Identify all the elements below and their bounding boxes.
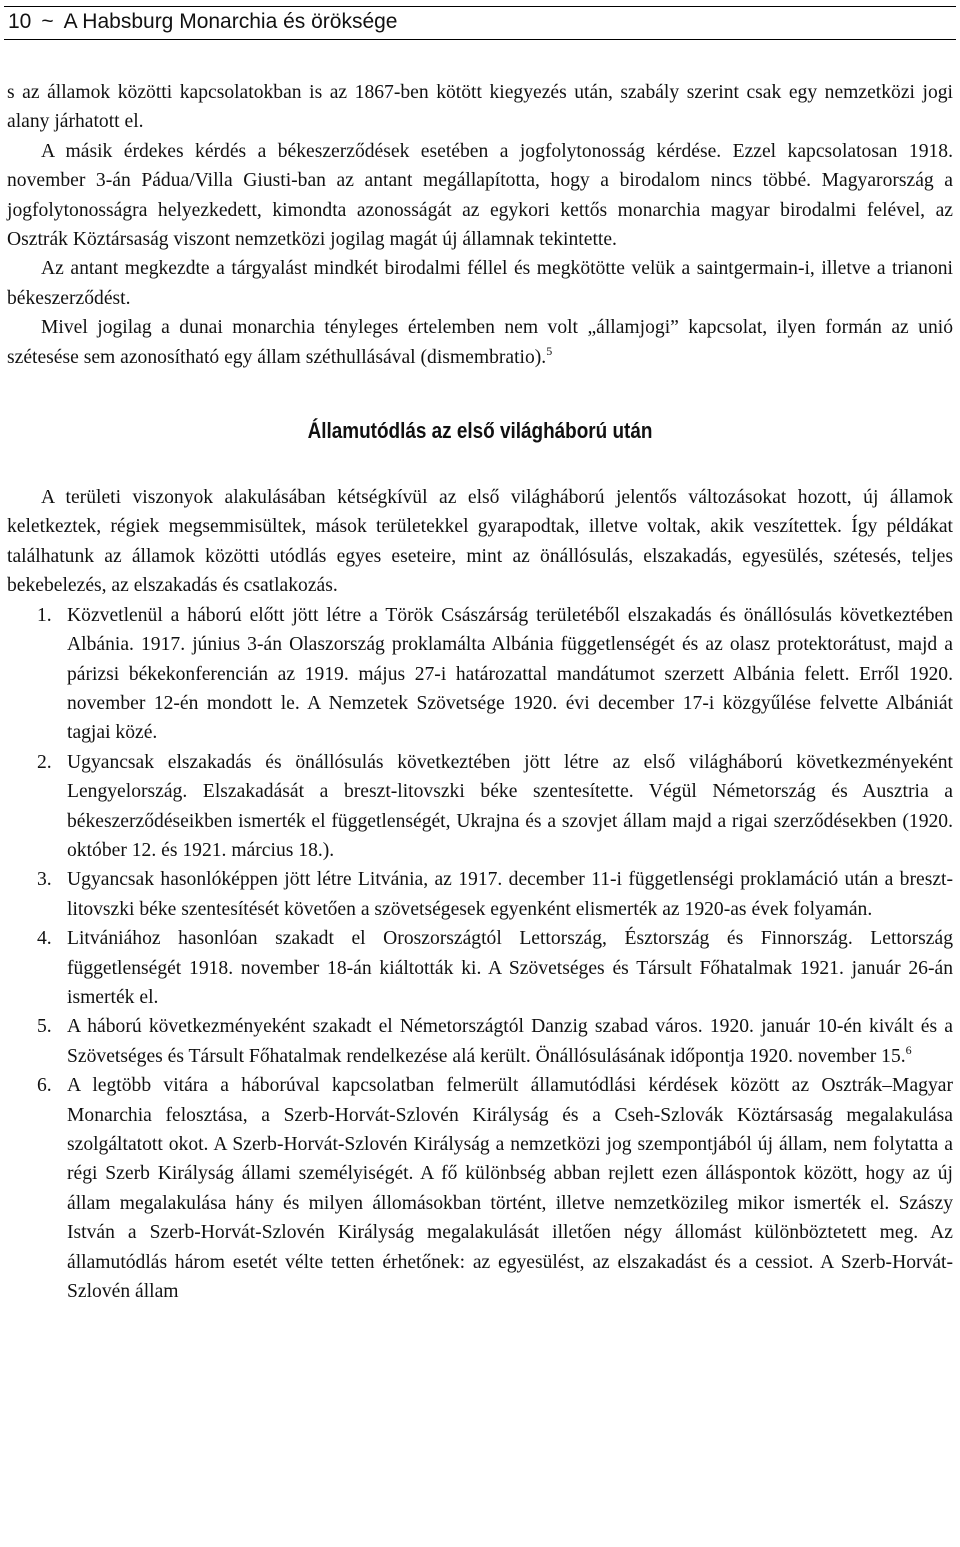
running-header <box>4 6 956 40</box>
intro-paragraph: A másik érdekes kérdés a békeszerződések esetében a jogfolytonosság kérdése. Ezzel kapcsolatosan 1918. november 3-án Pádua/Villa Giusti-ban az antant megállapította, hogy a birodalom nincs többé. Magyarország a jogfolytonosságra helyezkedett, kimondta azonosságát az egykori kettős monarchia magyar birodalmi felével, az Osztrák Köztársaság viszont nemzetközi jogilag magát új államnak tekintette. <box>7 140 953 251</box>
header-separator: ~ <box>41 10 54 33</box>
list-item-text: Közvetlenül a háború előtt jött létre a Török Császárság területéből elszakadás és önállósulás következtében Albánia. 1917. június 3-án Olaszország proklamálta Albánia függetlenségét és az olasz protektorátust, majd a párizsi békekonferencián az 1919. május 27-i határozattal mandátumot szerzett Albánia felett. Erről 1920. november 12-én mondott le. A Nemzetek Szövetsége 1920. évi december 17-i közgyűlése felvette Albániát tagjai közé. <box>67 604 953 744</box>
list-item-number: 2. <box>37 751 52 773</box>
list-item <box>7 1071 953 1306</box>
list-item-number: 1. <box>37 604 52 626</box>
footnote-marker: 5 <box>546 343 553 358</box>
list-item-number: 3. <box>37 869 52 891</box>
section-paragraph: A területi viszonyok alakulásában kétségkívül az első világháború jelentős változásokat hozott, új államok keletkeztek, régiek megsemmisültek, mások területekkel gyarapodtak, illetve voltak, akik veszítettek. Így példákat találhatunk az államok közötti utódlás egyes eseteire, mint az önállósulás, elszakadás, egyesülés, szétesés, teljes bekebelezés, az elszakadás és csatlakozás. <box>7 487 953 597</box>
list-item-number: 5. <box>37 1016 52 1038</box>
list-item-number: 6. <box>37 1075 52 1097</box>
list-item <box>7 1012 953 1071</box>
intro-paragraph-last <box>7 313 953 372</box>
body-text <box>7 78 953 1306</box>
list-item <box>7 924 953 1012</box>
list-item <box>7 865 953 924</box>
numbered-list <box>7 601 953 1307</box>
list-item-text: Ugyancsak elszakadás és önállósulás következtében jött létre az első világháború következményeként Lengyelország. Elszakadását a breszt-litovszki béke szentesítette. Végül Németország és Ausztria a békeszerződéseikben ismerték el függetlenségét, Ukrajna és a szovjet állam majd a rigai szerződésekben (1920. október 12. és 1921. március 18.). <box>67 751 953 861</box>
list-item <box>7 601 953 748</box>
running-title: A Habsburg Monarchia és öröksége <box>63 10 398 33</box>
intro-paragraph-continuation: s az államok közötti kapcsolatokban is az 1867-ben kötött kiegyezés után, szabály szerint csak egy nemzetközi jogi alany járhatott el. <box>7 82 953 133</box>
list-item-text: A legtöbb vitára a háborúval kapcsolatban felmerült államutódlási kérdések között az Osztrák–Magyar Monarchia felosztása, a Szerb-Horvát-Szlovén Királyság és a Cseh-Szlovák Köztársaság megalakulása szolgáltatott okot. A Szerb-Horvát-Szlovén Királyság a nemzetközi jog szempontjából új állam, nem folytatta a régi Szerb Királyság állami személyiségét. A fő különbség abban rejlett ezen álláspontok között, hogy az új állam megalakulása hány és milyen állomásokban történt, illetve nemzetközileg mikor ismerték el. Szászy István a Szerb-Horvát-Szlovén Királyság megalakulását illetően négy állomást különböztetett meg. Az államutódlás három esetét vélte tetten érhetőnek: az egyesülést, az elszakadást és a cessiot. A Szerb-Horvát-Szlovén állam <box>67 1075 953 1303</box>
list-item-text: A háború következményeként szakadt el Németországtól Danzig szabad város. 1920. január 10-én kivált és a Szövetséges és Társult Főhatalmak rendelkezése alá került. Önállósulásának időpontja 1920. november 15. <box>67 1016 953 1067</box>
list-item-text: Ugyancsak hasonlóképpen jött létre Litvánia, az 1917. december 11-i függetlenségi proklamáció után a breszt-litovszki béke szentesítését követően a szövetségesek egyenként elismerték az 1920-as évek folyamán. <box>67 869 953 920</box>
list-item-text: Litvániához hasonlóan szakadt el Oroszországtól Lettország, Észtország és Finnország. Lettország függetlenségét 1918. november 18-án kiáltották ki. A Szövetséges és Társult Főhatalmak 1921. január 26-án ismerték el. <box>67 928 953 1008</box>
list-item <box>7 748 953 866</box>
list-item-number: 4. <box>37 928 52 950</box>
page-number: 10 <box>8 10 32 33</box>
footnote-marker: 6 <box>905 1042 912 1057</box>
intro-paragraph-text: Mivel jogilag a dunai monarchia tényleges értelemben nem volt „államjogi” kapcsolat, ilyen formán az unió szétesése sem azonosítható egy állam széthullásával (dismembratio). <box>7 317 953 368</box>
intro-paragraph: Az antant megkezdte a tárgyalást mindkét birodalmi féllel és megkötötte velük a saintgermain-i, illetve a trianoni békeszerződést. <box>7 258 953 309</box>
section-heading: Államutódlás az első világháború után <box>307 418 653 444</box>
